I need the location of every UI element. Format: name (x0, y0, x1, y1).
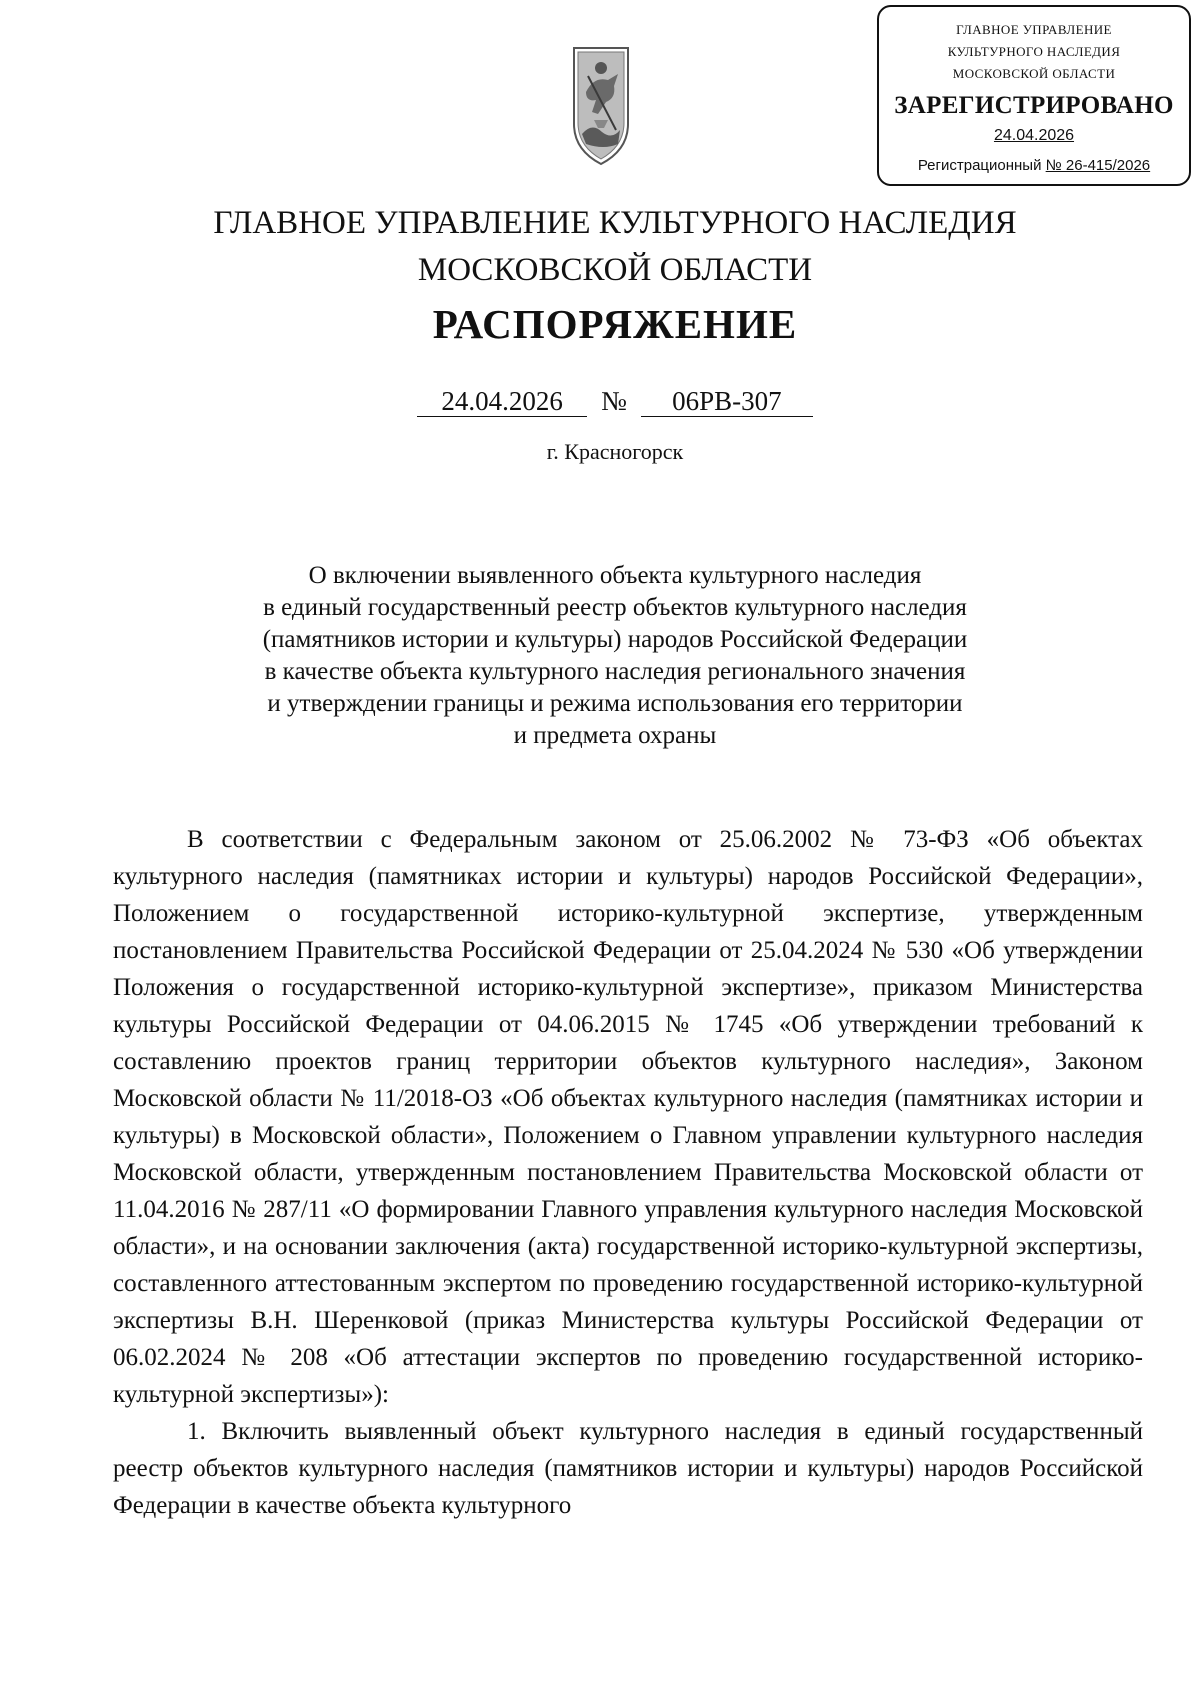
item-1-paragraph: 1. Включить выявленный объект культурного наследия в единый государственный реестр объектов культурного наследия (памятников истории и культуры) народов Российской Федерации в качестве объекта культурного (113, 1418, 1143, 1519)
stamp-status: ЗАРЕГИСТРИРОВАНО (894, 92, 1174, 119)
stamp-organization (879, 19, 1189, 85)
document-title (0, 560, 1200, 752)
document-city: г. Красногорск (546, 439, 684, 464)
stamp-reg-label: Регистрационный (917, 157, 1042, 174)
stamp-org-line: КУЛЬТУРНОГО НАСЛЕДИЯ (947, 44, 1121, 59)
document-date-number (0, 384, 1200, 418)
agency-name-line-1: ГЛАВНОЕ УПРАВЛЕНИЕ КУЛЬТУРНОГО НАСЛЕДИЯ (213, 205, 1017, 241)
stamp-reg-number: № 26-415/2026 (1045, 157, 1151, 174)
stamp-registration-number (879, 155, 1189, 177)
title-line: О включении выявленного объекта культурного наследия (308, 562, 922, 589)
stamp-org-line: ГЛАВНОЕ УПРАВЛЕНИЕ (956, 22, 1112, 37)
title-line: в единый государственный реестр объектов культурного наследия (263, 594, 967, 621)
title-line: и утверждении границы и режима использования его территории (267, 690, 963, 717)
title-line: и предмета охраны (513, 722, 717, 749)
document-type: РАСПОРЯЖЕНИЕ (432, 301, 798, 347)
stamp-org-line: МОСКОВСКОЙ ОБЛАСТИ (952, 66, 1116, 81)
stamp-date: 24.04.2026 (993, 127, 1075, 144)
number-sign: № (601, 386, 627, 416)
title-line: в качестве объекта культурного наследия регионального значения (264, 658, 966, 685)
preamble-paragraph: В соответствии с Федеральным законом от 25.06.2002 № 73-ФЗ «Об объектах культурного наследия (памятниках истории и культуры) народов Российской Федерации», Положением о государственной историко-культурной экспертизе, утвержденным постановлением Правительства Российской Федерации от 25.04.2024 № 530 «Об утверждении Положения о государственной историко-культурной экспертизе», приказом Министерства культуры Российской Федерации от 04.06.2015 № 1745 «Об утверждении требований к составлению проектов границ территории объектов культурного наследия», Законом Московской области № 11/2018-ОЗ «Об объектах культурного наследия (памятниках истории и культуры) в Московской области», Положением о Главном управлении культурного наследия Московской области, утвержденным постановлением Правительства Московской области от 11.04.2016 № 287/11 «О формировании Главного управления культурного наследия Московской области», и на основании заключения (акта) государственной историко-культурной экспертизы, составленного аттестованным экспертом по проведению государственной историко-культурной экспертизы В.Н. Шеренковой (приказ Министерства культуры Российской Федерации от 06.02.2024 № 208 «Об аттестации экспертов по проведению государственной историко-культурной экспертизы»): (113, 826, 1143, 1408)
registration-stamp (877, 5, 1191, 186)
document-body (113, 821, 1143, 1524)
agency-name-line-2: МОСКОВСКОЙ ОБЛАСТИ (417, 252, 813, 288)
document-number: 06РВ-307 (641, 386, 813, 417)
coat-of-arms-icon (568, 40, 634, 170)
document-date: 24.04.2026 (417, 386, 587, 417)
title-line: (памятников истории и культуры) народов Российской Федерации (262, 626, 968, 653)
